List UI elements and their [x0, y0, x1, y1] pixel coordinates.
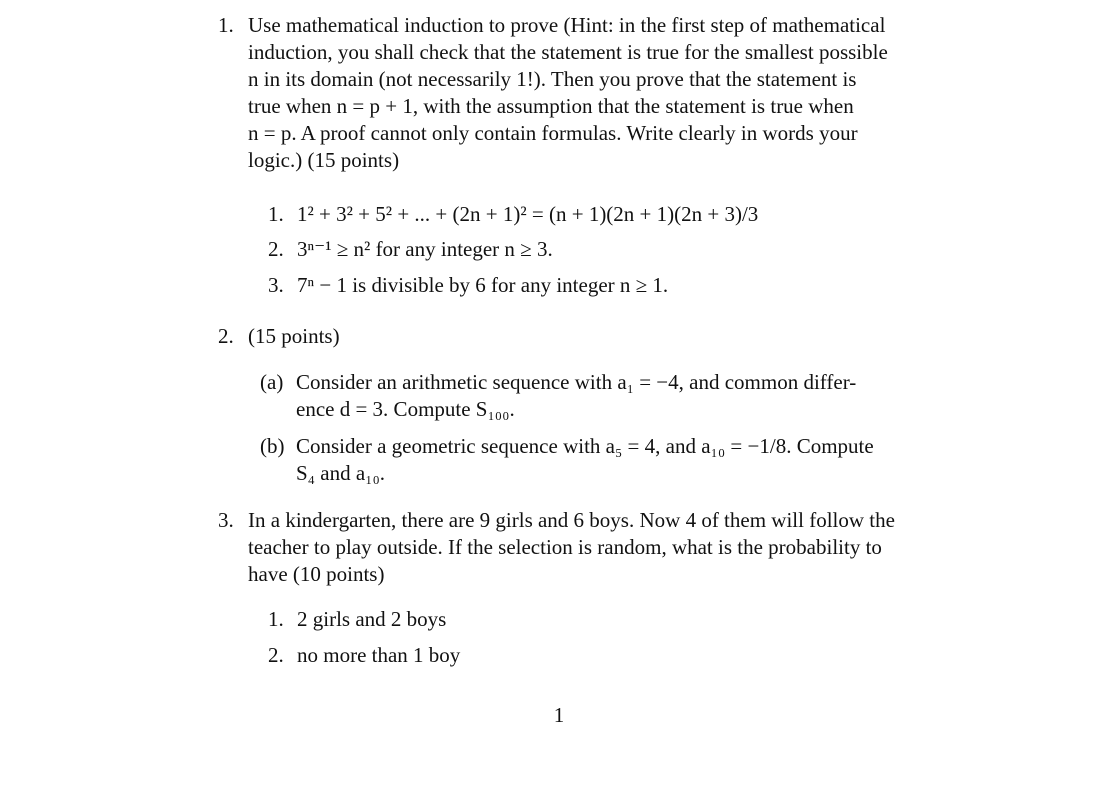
item-text: 1² + 3² + 5² + ... + (2n + 1)² = (n + 1)(2n + 1)(2n + 3)/3: [297, 202, 759, 226]
problem-number: 1.: [218, 13, 234, 37]
problem-2-part-b: [260, 433, 285, 460]
problem-2-part-a: [260, 369, 283, 396]
item-label: 1.: [268, 202, 284, 226]
problem-3-item-1: [268, 606, 446, 633]
problem-number: 2.: [218, 324, 234, 348]
item-text: 7ⁿ − 1 is divisible by 6 for any integer n ≥ 1.: [297, 273, 669, 297]
problem-1-item-3: [268, 272, 668, 299]
problem-2-part-b-line-2: S₄ and a₁₀.: [296, 461, 386, 485]
problem-3-line-3: have (10 points): [248, 562, 385, 586]
problem-1-line-1: Use mathematical induction to prove (Hint: in the first step of mathematical: [248, 13, 886, 37]
problem-number: 3.: [218, 508, 234, 532]
problem-1-line-6: logic.) (15 points): [248, 148, 400, 172]
problem-1-line-3: n in its domain (not necessarily 1!). Then you prove that the statement is: [248, 67, 857, 91]
problem-1-item-1: [268, 201, 758, 228]
problem-3-item-2: [268, 642, 460, 669]
problem-2-part-a-line-2: ence d = 3. Compute S₁₀₀.: [296, 397, 515, 421]
item-text: 2 girls and 2 boys: [297, 607, 447, 631]
item-label: 2.: [268, 643, 284, 667]
problem-3-line-1: In a kindergarten, there are 9 girls and 6 boys. Now 4 of them will follow the: [248, 508, 895, 532]
item-text: no more than 1 boy: [297, 643, 461, 667]
problem-3-line-2: teacher to play outside. If the selection is random, what is the probability to: [248, 535, 882, 559]
problem-1-item-2: [268, 236, 553, 263]
item-label: 1.: [268, 607, 284, 631]
problem-2-part-b-line-1: Consider a geometric sequence with a₅ = 4, and a₁₀ = −1/8. Compute: [296, 434, 874, 458]
item-label: 2.: [268, 237, 284, 261]
problem-2-part-a-line-1: Consider an arithmetic sequence with a₁ = −4, and common differ-: [296, 370, 857, 394]
problem-2-header: (15 points): [248, 324, 340, 348]
problem-1-line-2: induction, you shall check that the statement is true for the smallest possible: [248, 40, 888, 64]
part-label: (a): [260, 370, 284, 394]
item-label: 3.: [268, 273, 284, 297]
problem-1-line-5: n = p. A proof cannot only contain formulas. Write clearly in words your: [248, 121, 858, 145]
part-label: (b): [260, 434, 285, 458]
problem-1-line-4: true when n = p + 1, with the assumption that the statement is true when: [248, 94, 854, 118]
item-text: 3ⁿ⁻¹ ≥ n² for any integer n ≥ 3.: [297, 237, 553, 261]
page-number: 1: [553, 703, 565, 727]
